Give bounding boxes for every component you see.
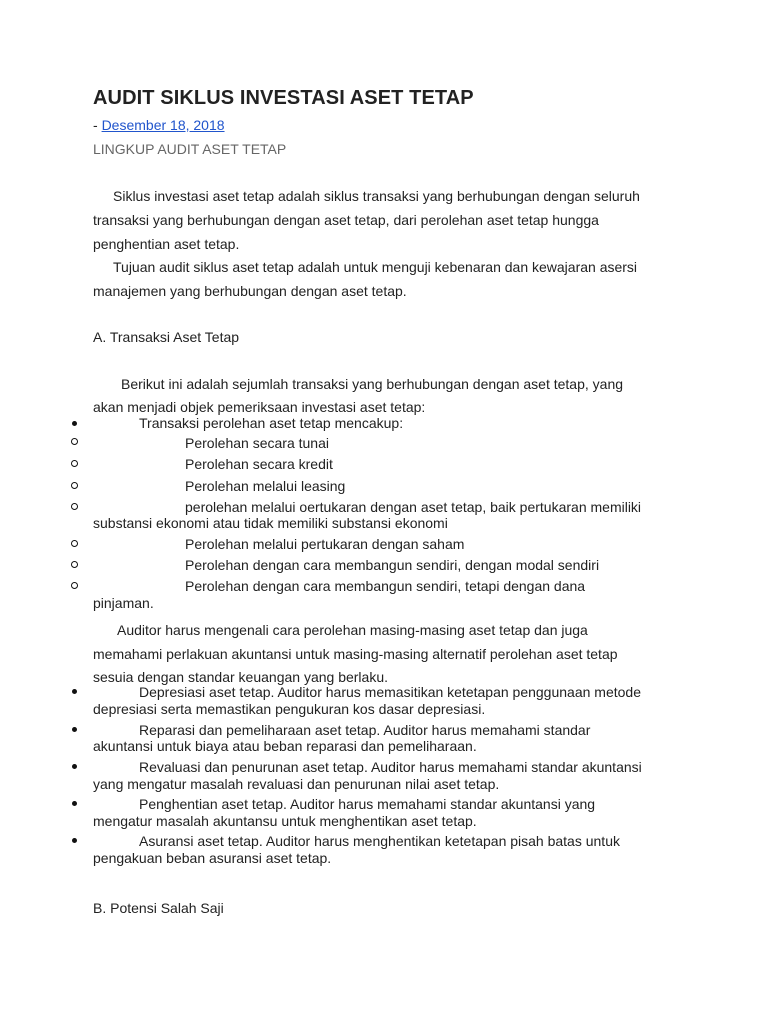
auditor-paragraph-line: sesuia dengan standar keuangan yang berlaku. [93, 669, 388, 685]
bullet-dot-icon [72, 421, 77, 426]
bullet-dot-icon [72, 764, 77, 769]
intro-p1-line: Siklus investasi aset tetap adalah siklus transaksi yang berhubungan dengan seluruh [113, 188, 640, 204]
list-item-continuation: akuntansi untuk biaya atau beban reparasi dan pemeliharaan. [93, 738, 477, 754]
bullet-circle-icon [71, 503, 78, 510]
post-subtitle: LINGKUP AUDIT ASET TETAP [93, 141, 287, 157]
sub-list-item-continuation: pinjaman. [93, 595, 154, 611]
bullet-circle-icon [71, 438, 78, 445]
list-item: Asuransi aset tetap. Auditor harus menghentikan ketetapan pisah batas untuk [139, 833, 620, 849]
sub-list-item: Perolehan secara kredit [185, 456, 333, 472]
bullet-circle-icon [71, 482, 78, 489]
list-item-continuation: yang mengatur masalah revaluasi dan penurunan nilai aset tetap. [93, 776, 500, 792]
list-item-continuation: pengakuan beban asuransi aset tetap. [93, 850, 332, 866]
bullet-dot-icon [72, 838, 77, 843]
sub-list-item: perolehan melalui oertukaran dengan aset tetap, baik pertukaran memiliki [185, 499, 642, 515]
list-item: Penghentian aset tetap. Auditor harus memahami standar akuntansi yang [139, 796, 596, 812]
bullet-circle-icon [71, 561, 78, 568]
bullet-circle-icon [71, 582, 78, 589]
list-item: Depresiasi aset tetap. Auditor harus memasitikan ketetapan penggunaan metode [139, 684, 641, 700]
list-item: Reparasi dan pemeliharaan aset tetap. Auditor harus memahami standar [139, 722, 591, 738]
post-date-link[interactable]: Desember 18, 2018 [101, 117, 225, 133]
bullet-dot-icon [72, 727, 77, 732]
section-a-heading: A. Transaksi Aset Tetap [93, 329, 240, 345]
list-item: Revaluasi dan penurunan aset tetap. Auditor harus memahami standar akuntansi [139, 759, 642, 775]
list-item-continuation: depresiasi serta memastikan pengukuran kos dasar depresiasi. [93, 701, 486, 717]
date-prefix: - [93, 117, 102, 133]
sub-list-item: Perolehan dengan cara membangun sendiri, tetapi dengan dana [185, 578, 586, 594]
post-dateline [93, 117, 225, 133]
section-a-intro-line: Berikut ini adalah sejumlah transaksi yang berhubungan dengan aset tetap, yang [121, 376, 624, 392]
auditor-paragraph-line: memahami perlakuan akuntansi untuk masing-masing alternatif perolehan aset tetap [93, 646, 618, 662]
auditor-paragraph-line: Auditor harus mengenali cara perolehan masing-masing aset tetap dan juga [117, 622, 588, 638]
sub-list-item: Perolehan melalui leasing [185, 478, 346, 494]
list-item-continuation: mengatur masalah akuntansu untuk menghentikan aset tetap. [93, 813, 477, 829]
sub-list-item: Perolehan melalui pertukaran dengan saham [185, 536, 465, 552]
bullet-dot-icon [72, 801, 77, 806]
intro-p1-line: transaksi yang berhubungan dengan aset tetap, dari perolehan aset tetap hungga [93, 212, 599, 228]
bullet-circle-icon [71, 460, 78, 467]
section-b-heading: B. Potensi Salah Saji [93, 900, 224, 916]
post-title: AUDIT SIKLUS INVESTASI ASET TETAP [93, 87, 474, 109]
bullet-circle-icon [71, 540, 78, 547]
bullet-dot-icon [72, 689, 77, 694]
main-list-item: Transaksi perolehan aset tetap mencakup: [139, 415, 404, 431]
sub-list-item-continuation: substansi ekonomi atau tidak memiliki substansi ekonomi [93, 515, 448, 531]
intro-p2-line: Tujuan audit siklus aset tetap adalah untuk menguji kebenaran dan kewajaran asersi [113, 259, 638, 275]
intro-p2-line: manajemen yang berhubungan dengan aset tetap. [93, 283, 407, 299]
sub-list-item: Perolehan secara tunai [185, 435, 329, 451]
section-a-intro-line: akan menjadi objek pemeriksaan investasi aset tetap: [93, 399, 426, 415]
sub-list-item: Perolehan dengan cara membangun sendiri, dengan modal sendiri [185, 557, 600, 573]
intro-p1-line: penghentian aset tetap. [93, 236, 240, 252]
